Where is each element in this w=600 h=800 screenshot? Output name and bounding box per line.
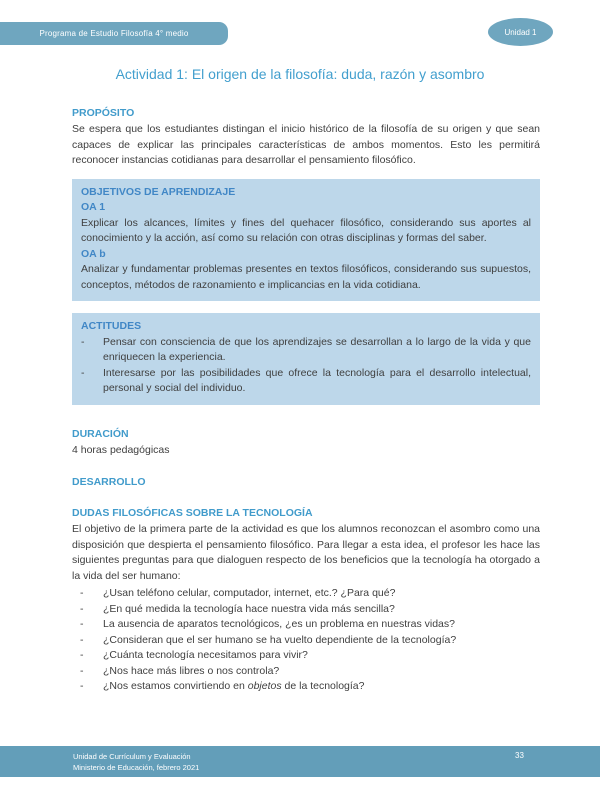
question-suffix: de la tecnología? [281,680,365,692]
list-item [72,633,540,649]
page-title: Actividad 1: El origen de la filosofía: duda, razón y asombro [115,66,485,82]
dudas-intro: El objetivo de la primera parte de la actividad es que los alumnos reconozcan el asombro como una disposición que despierta el pensamiento filosófico. Para llegar a esta idea, el profesor les hace las siguientes preguntas para que dialoguen respecto de los beneficios que la tecnología ha otorgado a la vida del ser humano: [72,523,540,582]
question-list [72,586,540,695]
bullet-dash: - [81,366,85,379]
footer-line2: Ministerio de Educación, febrero 2021 [73,763,200,772]
content-column [72,106,540,695]
question-text: ¿Cuánta tecnología necesitamos para vivir? [103,649,308,661]
question-prefix: ¿Nos estamos convirtiendo en [103,680,248,692]
bullet-dash: - [81,335,85,348]
program-badge-label: Programa de Estudio Filosofía 4° medio [39,29,189,38]
question-text: ¿Usan teléfono celular, computador, internet, etc.? ¿Para qué? [103,587,396,599]
objetivos-box [72,179,540,302]
duracion-body: 4 horas pedagógicas [72,443,170,456]
bullet-dash: - [80,664,84,677]
question-italic-word: objetos [247,680,282,692]
page-number: 33 [515,751,524,760]
actitudes-box [72,313,540,405]
actitud-text: Interesarse por las posibilidades que ofrece la tecnología para el desarrollo intelectual, personal y social del individuo. [103,366,531,394]
list-item [72,664,540,680]
actitudes-heading: ACTITUDES [81,320,142,332]
objetivos-heading: OBJETIVOS DE APRENDIZAJE [81,185,236,198]
bullet-dash: - [80,680,84,692]
duracion-heading: DURACIÓN [72,427,129,440]
desarrollo-heading: DESARROLLO [72,476,146,488]
list-item [81,335,531,366]
list-item [81,366,531,397]
bullet-dash: - [80,602,84,615]
actitud-text: Pensar con consciencia de que los aprendizajes se desarrollan a lo largo de la vida y que enriquecen la experiencia. [103,335,531,363]
oab-text: Analizar y fundamentar problemas presentes en textos filosóficos, considerando sus supuestos, conceptos, métodos de razonamiento e implicancias en la vida cotidiana. [81,263,531,291]
unit-badge [488,18,553,46]
question-text: ¿Consideran que el ser humano se ha vuelto dependiente de la tecnología? [103,633,457,646]
unit-badge-label: Unidad 1 [504,27,537,37]
proposito-body: Se espera que los estudiantes distingan el inicio histórico de la filosofía de su origen y que sean capaces de explicar las principales características de ambos momentos. Esto les permitirá reconocer instancias cotidianas para desarrollar el pensamiento filosófico. [72,123,540,166]
list-item [72,586,540,602]
bullet-dash: - [80,633,84,646]
oa1-text: Explicar los alcances, límites y fines del quehacer filosófico, considerando sus aportes al conocimiento y la acción, así como su relación con otras disciplinas y formas del saber. [81,216,531,244]
bullet-dash: - [80,587,84,599]
dudas-heading: DUDAS FILOSÓFICAS SOBRE LA TECNOLOGÍA [72,507,313,519]
bullet-dash: - [80,649,84,661]
footer-line1: Unidad de Currículum y Evaluación [73,752,191,761]
footer-bar [0,746,600,777]
program-badge [0,22,228,45]
footer-credits [73,751,199,773]
question-text [103,679,540,695]
list-item [72,648,540,664]
question-text: La ausencia de aparatos tecnológicos, ¿es un problema en nuestras vidas? [103,618,455,630]
list-item [72,602,540,618]
question-text: ¿En qué medida la tecnología hace nuestra vida más sencilla? [103,602,395,615]
oa1-label: OA 1 [81,201,106,213]
question-text: ¿Nos hace más libres o nos controla? [103,664,280,677]
list-item [72,679,540,695]
proposito-heading: PROPÓSITO [72,107,135,119]
bullet-dash: - [80,618,84,630]
oab-label: OA b [81,247,106,260]
list-item [72,617,540,633]
